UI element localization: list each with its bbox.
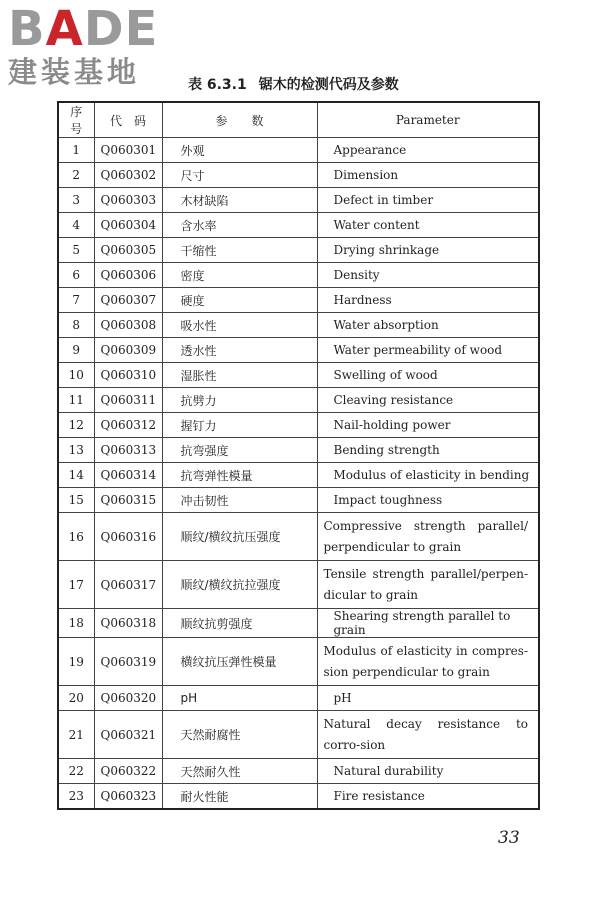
row-index: 20 <box>58 686 94 711</box>
row-param-en: Natural decay resistance to corro-sion <box>317 711 539 759</box>
row-code: Q060314 <box>94 463 162 488</box>
row-param-en: Appearance <box>317 138 539 163</box>
table-row <box>58 638 539 686</box>
row-index: 1 <box>58 138 94 163</box>
row-param-cn: 密度 <box>162 263 317 288</box>
row-param-en: Shearing strength parallel to grain <box>317 609 539 638</box>
table-row <box>58 163 539 188</box>
row-code: Q060319 <box>94 638 162 686</box>
row-param-en: Modulus of elasticity in bending <box>317 463 539 488</box>
row-param-cn: 吸水性 <box>162 313 317 338</box>
row-index: 15 <box>58 488 94 513</box>
row-param-en: Modulus of elasticity in compres-sion perpendicular to grain <box>317 638 539 686</box>
bade-logo <box>8 1 178 89</box>
table-row <box>58 759 539 784</box>
row-param-en: Density <box>317 263 539 288</box>
table-number: 表 6.3.1 <box>188 77 247 93</box>
row-param-cn: 耐火性能 <box>162 784 317 810</box>
row-param-en: Compressive strength parallel/ perpendicular to grain <box>317 513 539 561</box>
row-param-cn: 硬度 <box>162 288 317 313</box>
row-param-cn: 顺纹/横纹抗压强度 <box>162 513 317 561</box>
row-index: 3 <box>58 188 94 213</box>
row-index: 22 <box>58 759 94 784</box>
header-code: 代 码 <box>94 102 162 138</box>
row-code: Q060302 <box>94 163 162 188</box>
row-param-en: Dimension <box>317 163 539 188</box>
row-param-cn: 抗劈力 <box>162 388 317 413</box>
table-row <box>58 686 539 711</box>
table-row <box>58 561 539 609</box>
row-param-cn: 横纹抗压弹性模量 <box>162 638 317 686</box>
row-param-cn: 湿胀性 <box>162 363 317 388</box>
table-row <box>58 363 539 388</box>
row-param-cn: 抗弯强度 <box>162 438 317 463</box>
row-code: Q060306 <box>94 263 162 288</box>
row-param-en: Nail-holding power <box>317 413 539 438</box>
row-code: Q060312 <box>94 413 162 438</box>
page-number: 33 <box>498 828 520 848</box>
row-param-en: Cleaving resistance <box>317 388 539 413</box>
row-param-en: Water permeability of wood <box>317 338 539 363</box>
table-header-row <box>58 102 539 138</box>
row-code: Q060305 <box>94 238 162 263</box>
table-row <box>58 438 539 463</box>
row-code: Q060304 <box>94 213 162 238</box>
row-param-cn: 顺纹/横纹抗拉强度 <box>162 561 317 609</box>
row-param-cn: 握钉力 <box>162 413 317 438</box>
row-index: 10 <box>58 363 94 388</box>
parameters-table <box>57 101 540 810</box>
row-code: Q060315 <box>94 488 162 513</box>
row-code: Q060310 <box>94 363 162 388</box>
row-code: Q060301 <box>94 138 162 163</box>
row-param-en: Water content <box>317 213 539 238</box>
row-code: Q060318 <box>94 609 162 638</box>
table-row <box>58 784 539 810</box>
row-param-en: pH <box>317 686 539 711</box>
table-row <box>58 238 539 263</box>
table-row <box>58 213 539 238</box>
row-code: Q060303 <box>94 188 162 213</box>
row-code: Q060311 <box>94 388 162 413</box>
row-code: Q060322 <box>94 759 162 784</box>
table-row <box>58 609 539 638</box>
table-row <box>58 188 539 213</box>
row-code: Q060308 <box>94 313 162 338</box>
row-code: Q060320 <box>94 686 162 711</box>
row-code: Q060321 <box>94 711 162 759</box>
logo-subtitle: 建装基地 <box>8 55 141 89</box>
row-code: Q060316 <box>94 513 162 561</box>
table-row <box>58 488 539 513</box>
table-row <box>58 313 539 338</box>
row-param-cn: 含水率 <box>162 213 317 238</box>
row-index: 4 <box>58 213 94 238</box>
row-param-cn: 木材缺陷 <box>162 188 317 213</box>
table-title <box>188 74 399 94</box>
row-index: 6 <box>58 263 94 288</box>
header-index: 序号 <box>58 102 94 138</box>
row-index: 9 <box>58 338 94 363</box>
row-param-en: Bending strength <box>317 438 539 463</box>
table-row <box>58 288 539 313</box>
row-index: 18 <box>58 609 94 638</box>
row-param-cn: 外观 <box>162 138 317 163</box>
row-code: Q060323 <box>94 784 162 810</box>
row-param-en: Tensile strength parallel/perpen-dicular to grain <box>317 561 539 609</box>
row-param-cn: 顺纹抗剪强度 <box>162 609 317 638</box>
row-param-en: Fire resistance <box>317 784 539 810</box>
row-param-cn: 干缩性 <box>162 238 317 263</box>
table-row <box>58 711 539 759</box>
row-param-en: Water absorption <box>317 313 539 338</box>
table-row <box>58 263 539 288</box>
row-param-cn: 天然耐久性 <box>162 759 317 784</box>
row-index: 8 <box>58 313 94 338</box>
row-param-cn: 透水性 <box>162 338 317 363</box>
row-param-cn: pH <box>162 686 317 711</box>
logo-brand: BADE <box>8 1 159 57</box>
row-param-en: Hardness <box>317 288 539 313</box>
table-row <box>58 413 539 438</box>
row-code: Q060317 <box>94 561 162 609</box>
row-index: 16 <box>58 513 94 561</box>
row-code: Q060309 <box>94 338 162 363</box>
row-index: 11 <box>58 388 94 413</box>
row-param-en: Drying shrinkage <box>317 238 539 263</box>
table-row <box>58 338 539 363</box>
row-index: 12 <box>58 413 94 438</box>
row-param-cn: 天然耐腐性 <box>162 711 317 759</box>
row-index: 5 <box>58 238 94 263</box>
header-param-en: Parameter <box>317 102 539 138</box>
row-index: 7 <box>58 288 94 313</box>
table-row <box>58 513 539 561</box>
row-param-cn: 冲击韧性 <box>162 488 317 513</box>
row-param-en: Natural durability <box>317 759 539 784</box>
table-title-text: 锯木的检测代码及参数 <box>258 77 399 93</box>
table-row <box>58 138 539 163</box>
table-row <box>58 388 539 413</box>
row-param-en: Defect in timber <box>317 188 539 213</box>
row-index: 19 <box>58 638 94 686</box>
row-code: Q060313 <box>94 438 162 463</box>
row-index: 23 <box>58 784 94 810</box>
row-index: 2 <box>58 163 94 188</box>
row-code: Q060307 <box>94 288 162 313</box>
row-index: 13 <box>58 438 94 463</box>
row-param-en: Impact toughness <box>317 488 539 513</box>
row-index: 14 <box>58 463 94 488</box>
row-param-en: Swelling of wood <box>317 363 539 388</box>
table-row <box>58 463 539 488</box>
row-index: 21 <box>58 711 94 759</box>
row-param-cn: 抗弯弹性模量 <box>162 463 317 488</box>
row-param-cn: 尺寸 <box>162 163 317 188</box>
row-index: 17 <box>58 561 94 609</box>
header-param-cn: 参 数 <box>162 102 317 138</box>
